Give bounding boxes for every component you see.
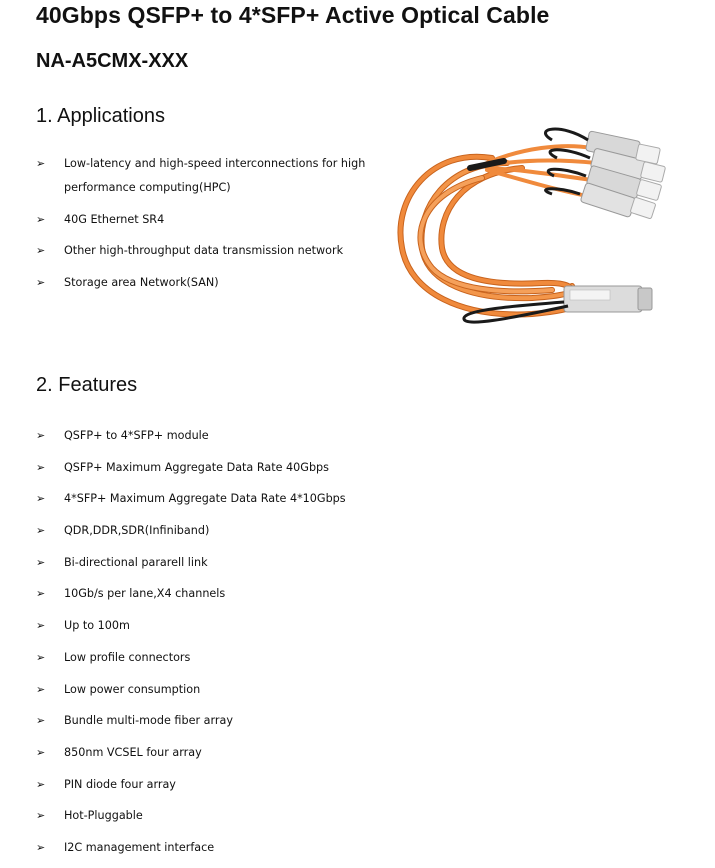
arrow-bullet-icon: ➢	[36, 777, 46, 791]
list-item	[36, 152, 366, 200]
list-item	[36, 551, 366, 575]
list-item-text: Low-latency and high-speed interconnections for high performance computing(HPC)	[64, 157, 366, 194]
list-item	[36, 773, 366, 797]
arrow-bullet-icon: ➢	[36, 492, 46, 506]
list-item-text: I2C management interface	[64, 840, 215, 854]
list-item-text: Storage area Network(SAN)	[64, 275, 219, 289]
arrow-bullet-icon: ➢	[36, 524, 46, 538]
list-item	[36, 456, 366, 480]
arrow-bullet-icon: ➢	[36, 619, 46, 633]
arrow-bullet-icon: ➢	[36, 745, 46, 759]
arrow-bullet-icon: ➢	[36, 809, 46, 823]
list-item-text: 40G Ethernet SR4	[64, 212, 165, 226]
list-item-text: Bi-directional pararell link	[64, 555, 208, 569]
page-title: 40Gbps QSFP+ to 4*SFP+ Active Optical Cable	[36, 2, 550, 28]
features-heading: 2. Features	[36, 374, 138, 396]
arrow-bullet-icon: ➢	[36, 682, 46, 696]
arrow-bullet-icon: ➢	[36, 157, 46, 170]
list-item-text: 10Gb/s per lane,X4 channels	[64, 587, 226, 601]
list-item-text: 4*SFP+ Maximum Aggregate Data Rate 4*10Gbps	[64, 492, 346, 506]
list-item	[36, 424, 366, 448]
optical-cable-photo	[392, 118, 682, 338]
arrow-bullet-icon: ➢	[36, 244, 46, 258]
features-list	[36, 424, 366, 868]
applications-list	[36, 152, 366, 302]
list-item-text: Up to 100m	[64, 619, 130, 633]
list-item	[36, 519, 366, 543]
arrow-bullet-icon: ➢	[36, 429, 46, 442]
list-item	[36, 678, 366, 702]
list-item	[36, 836, 366, 860]
arrow-bullet-icon: ➢	[36, 460, 46, 474]
list-item	[36, 487, 366, 511]
list-item-text: QSFP+ to 4*SFP+ module	[64, 429, 209, 442]
model-number: NA-A5CMX-XXX	[36, 50, 189, 72]
arrow-bullet-icon: ➢	[36, 714, 46, 728]
list-item	[36, 208, 366, 232]
arrow-bullet-icon: ➢	[36, 587, 46, 601]
arrow-bullet-icon: ➢	[36, 212, 46, 226]
list-item	[36, 582, 366, 606]
list-item-text: Other high-throughput data transmission network	[64, 244, 344, 258]
arrow-bullet-icon: ➢	[36, 650, 46, 664]
arrow-bullet-icon: ➢	[36, 555, 46, 569]
list-item-text: PIN diode four array	[64, 777, 176, 791]
list-item	[36, 709, 366, 733]
applications-heading: 1. Applications	[36, 105, 165, 127]
list-item	[36, 271, 366, 295]
list-item	[36, 239, 366, 263]
arrow-bullet-icon: ➢	[36, 840, 46, 854]
arrow-bullet-icon: ➢	[36, 275, 46, 289]
list-item	[36, 614, 366, 638]
list-item-text: Bundle multi-mode fiber array	[64, 714, 233, 728]
list-item	[36, 741, 366, 765]
list-item-text: Low profile connectors	[64, 650, 191, 664]
list-item-text: QDR,DDR,SDR(Infiniband)	[64, 524, 210, 538]
list-item	[36, 804, 366, 828]
list-item	[36, 646, 366, 670]
list-item-text: Hot-Pluggable	[64, 809, 143, 823]
list-item-text: Low power consumption	[64, 682, 201, 696]
list-item-text: 850nm VCSEL four array	[64, 745, 202, 759]
list-item-text: QSFP+ Maximum Aggregate Data Rate 40Gbps	[64, 460, 329, 474]
